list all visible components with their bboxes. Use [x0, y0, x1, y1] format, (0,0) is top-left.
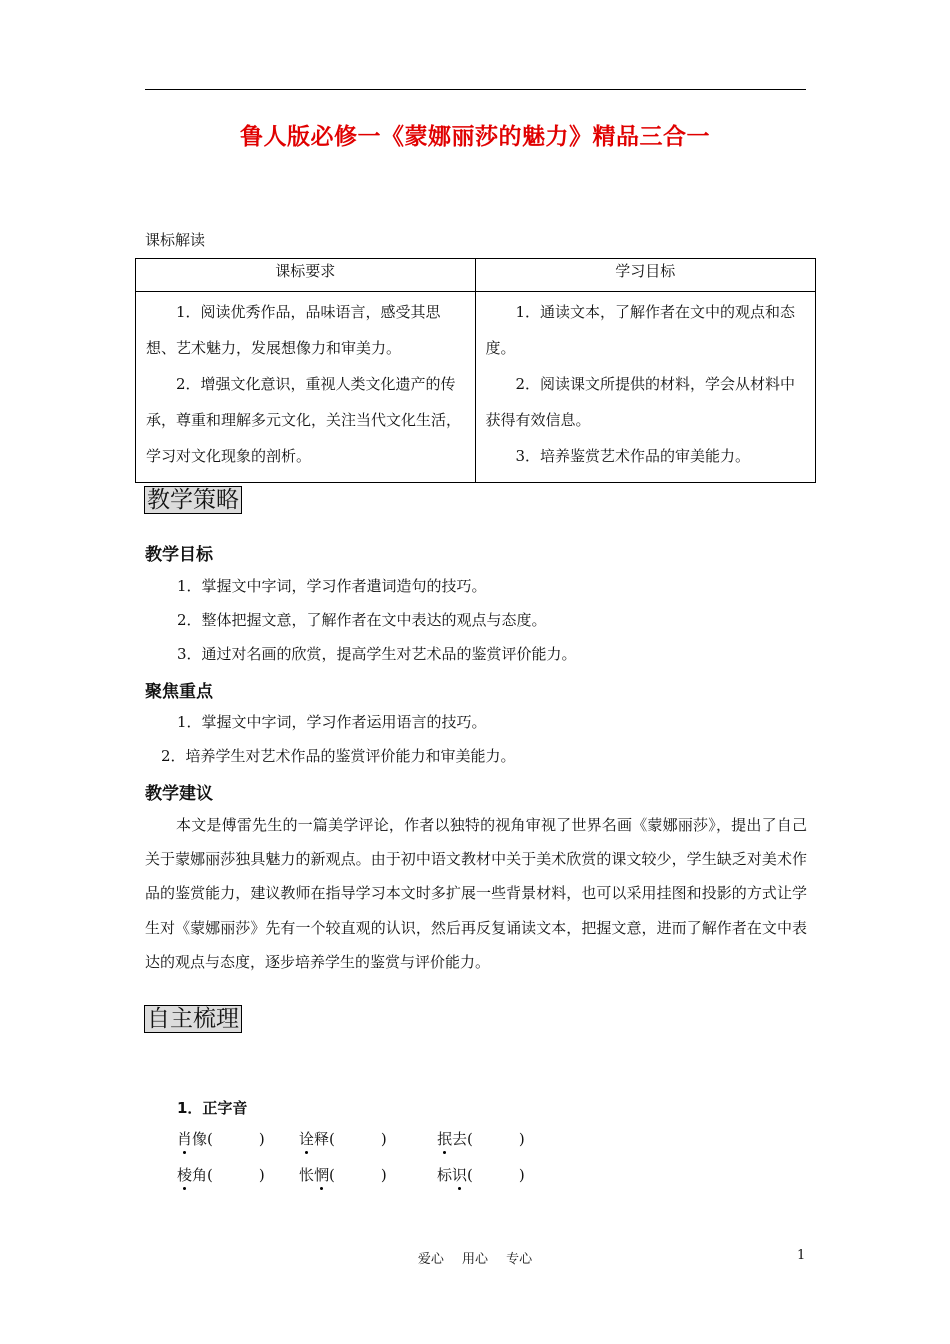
- pronunciation-item: 标识( ): [437, 1166, 525, 1184]
- goal-line: 1．掌握文中字词，学习作者遣词造句的技巧。: [177, 577, 487, 595]
- table-header-requirements: 课标要求: [136, 259, 476, 292]
- intro-label: 课标解读: [145, 231, 206, 249]
- header-rule: [145, 89, 806, 90]
- marked-char: 抿: [437, 1130, 453, 1148]
- focus-heading: 聚焦重点: [145, 682, 213, 702]
- table-row: [136, 292, 816, 483]
- table-header-row: [136, 259, 816, 292]
- advice-paragraph: 本文是傅雷先生的一篇美学评论，作者以独特的视角审视了世界名画《蒙娜丽莎》，提出了自己关于蒙娜丽莎独具魅力的新观点。由于初中语文教材中关于美术欣赏的课文较少，学生缺乏对美术作品的鉴赏能力，建议教师在指导学习本文时多扩展一些背景材料，也可以采用挂图和投影的方式让学生对《蒙娜丽莎》先有一个较直观的认识，然后再反复诵读文本，把握文意，进而了解作者在文中表达的观点与态度，逐步培养学生的鉴赏与评价能力。: [145, 816, 807, 971]
- standards-table: [135, 258, 816, 483]
- section-heading-strategy: 教学策略: [144, 486, 242, 514]
- focus-line: 2．培养学生对艺术作品的鉴赏评价能力和审美能力。: [161, 747, 516, 765]
- marked-char: 肖: [177, 1130, 193, 1148]
- page-number: 1: [797, 1248, 806, 1263]
- goal-line: 3．通过对名画的欣赏，提高学生对艺术品的鉴赏评价能力。: [177, 645, 577, 663]
- goal-item: 1．通读文本，了解作者在文中的观点和态度。: [485, 303, 796, 357]
- pronunciation-item: 抿去( ): [437, 1130, 525, 1148]
- pronunciation-item: 棱角( ): [177, 1166, 265, 1184]
- goal-item: 2．阅读课文所提供的材料，学会从材料中获得有效信息。: [485, 375, 796, 429]
- marked-char: 识: [452, 1166, 468, 1184]
- marked-char: 诠: [299, 1130, 315, 1148]
- pronunciation-item: 肖像( ): [177, 1130, 265, 1148]
- goal-line: 2．整体把握文意，了解作者在文中表达的观点与态度。: [177, 611, 547, 629]
- goals-heading: 教学目标: [145, 545, 213, 565]
- requirements-cell: [136, 292, 476, 483]
- advice-heading: 教学建议: [145, 784, 213, 804]
- footer-motto: 爱心 用心 专心: [417, 1252, 533, 1267]
- table-header-goals: 学习目标: [475, 259, 816, 292]
- requirement-item: 1．阅读优秀作品，品味语言，感受其思想、艺术魅力，发展想像力和审美力。: [146, 303, 441, 357]
- goals-cell: [475, 292, 816, 483]
- pronunciation-heading: 1．正字音: [177, 1099, 248, 1117]
- goal-item: 3．培养鉴赏艺术作品的审美能力。: [515, 447, 751, 465]
- document-title: 鲁人版必修一《蒙娜丽莎的魅力》精品三合一: [240, 124, 710, 150]
- marked-char: 惘: [314, 1166, 330, 1184]
- marked-char: 棱: [177, 1166, 193, 1184]
- pronunciation-item: 怅惘( ): [299, 1166, 387, 1184]
- focus-line: 1．掌握文中字词，学习作者运用语言的技巧。: [177, 713, 487, 731]
- requirement-item: 2．增强文化意识，重视人类文化遗产的传承，尊重和理解多元文化，关注当代文化生活，学习对文化现象的剖析。: [146, 375, 462, 465]
- section-heading-self-study: 自主梳理: [144, 1005, 242, 1033]
- pronunciation-item: 诠释( ): [299, 1130, 387, 1148]
